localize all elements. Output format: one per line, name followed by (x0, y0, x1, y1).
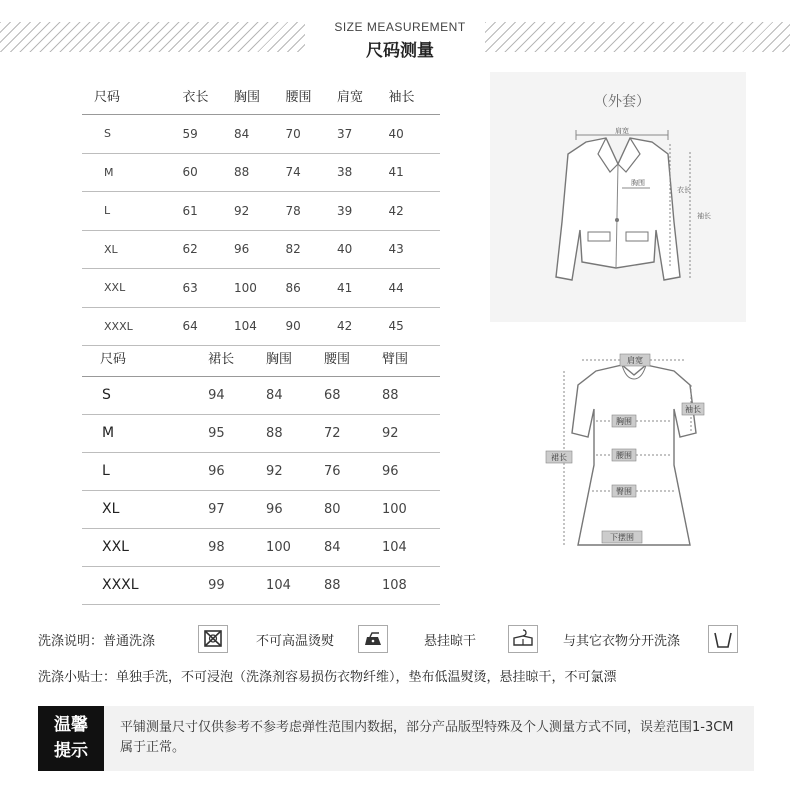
coat-label-shoulder: 肩宽 (615, 127, 629, 135)
coat-header-shoulder: 肩宽 (337, 76, 389, 115)
coat-label-chest: 胸围 (631, 179, 645, 187)
title-english: SIZE MEASUREMENT (334, 20, 466, 34)
table-cell: 92 (234, 192, 286, 231)
table-cell: XXXL (82, 566, 208, 604)
notice-badge (38, 706, 104, 771)
wash-text-no-iron: 不可高温烫熨 (256, 634, 335, 649)
table-cell: 84 (266, 376, 324, 414)
table-cell: 70 (285, 115, 337, 154)
table-cell: 41 (388, 153, 440, 192)
table-row (82, 376, 440, 414)
table-cell: 42 (388, 192, 440, 231)
table-cell: 72 (324, 414, 382, 452)
table-cell: 94 (208, 376, 266, 414)
table-cell: 74 (285, 153, 337, 192)
table-cell: 96 (208, 452, 266, 490)
dress-label-shoulder: 肩宽 (627, 356, 643, 365)
table-cell: 90 (285, 307, 337, 346)
table-cell: 60 (182, 153, 234, 192)
table-cell: 100 (234, 269, 286, 308)
wash-text-hang-dry: 悬挂晾干 (424, 634, 477, 649)
table-row (82, 528, 440, 566)
table-cell: 88 (324, 566, 382, 604)
notice-badge-line1: 温馨 (54, 715, 88, 735)
table-cell: 61 (182, 192, 234, 231)
coat-figure (490, 72, 746, 322)
table-row (82, 230, 440, 269)
dress-header-arm: 臂围 (382, 340, 440, 376)
title-chinese: 尺码测量 (366, 41, 434, 61)
notice-panel (38, 706, 754, 771)
dress-illustration (526, 345, 744, 555)
dress-size-table (82, 340, 440, 605)
table-row (82, 490, 440, 528)
dress-header-size: 尺码 (82, 340, 208, 376)
dress-label-length: 裙长 (551, 453, 567, 462)
notice-badge-line2: 提示 (54, 741, 88, 761)
coat-illustration (490, 72, 746, 322)
table-row (82, 414, 440, 452)
table-cell: 92 (382, 414, 440, 452)
dress-figure (526, 345, 744, 555)
wash-text-normal: 洗涤说明：普通洗涤 (38, 634, 156, 649)
table-cell: M (82, 414, 208, 452)
table-row (82, 115, 440, 154)
header-hatch-left (0, 22, 305, 52)
table-cell: L (82, 452, 208, 490)
table-cell: 80 (324, 490, 382, 528)
table-cell: 82 (285, 230, 337, 269)
coat-header-waist: 腰围 (285, 76, 337, 115)
table-cell: 88 (234, 153, 286, 192)
table-cell: 38 (337, 153, 389, 192)
table-cell: 95 (208, 414, 266, 452)
table-cell: 96 (266, 490, 324, 528)
table-cell: L (82, 192, 182, 231)
coat-size-table (82, 76, 440, 346)
table-cell: 63 (182, 269, 234, 308)
table-cell: 108 (382, 566, 440, 604)
dress-label-sleeve: 袖长 (685, 405, 701, 414)
table-cell: 96 (234, 230, 286, 269)
table-cell: S (82, 115, 182, 154)
table-cell: M (82, 153, 182, 192)
table-row (82, 452, 440, 490)
table-cell: XL (82, 230, 182, 269)
dress-label-chest: 胸围 (616, 417, 632, 426)
coat-table-header-row (82, 76, 440, 115)
washing-tips: 洗涤小贴士：单独手洗，不可浸泡（洗涤剂容易损伤衣物纤维），垫布低温熨烫，悬挂晾干，不可氯漂 (38, 670, 617, 685)
coat-header-chest: 胸围 (234, 76, 286, 115)
dress-table-header-row (82, 340, 440, 376)
header-hatch-right (485, 22, 790, 52)
table-row (82, 269, 440, 308)
table-cell: 62 (182, 230, 234, 269)
table-cell: 59 (182, 115, 234, 154)
table-cell: 97 (208, 490, 266, 528)
table-cell: 100 (266, 528, 324, 566)
washing-instructions (38, 625, 758, 653)
table-cell: 78 (285, 192, 337, 231)
table-cell: XXL (82, 269, 182, 308)
wash-text-separate: 与其它衣物分开洗涤 (563, 634, 681, 649)
table-row (82, 192, 440, 231)
table-row (82, 153, 440, 192)
coat-header-size: 尺码 (82, 76, 182, 115)
dress-header-chest: 胸围 (266, 340, 324, 376)
table-row (82, 566, 440, 604)
coat-header-length: 衣长 (182, 76, 234, 115)
table-cell: 45 (388, 307, 440, 346)
table-cell: 88 (382, 376, 440, 414)
table-cell: 64 (182, 307, 234, 346)
dress-label-hip: 臀围 (616, 487, 632, 496)
table-cell: 104 (382, 528, 440, 566)
table-cell: 99 (208, 566, 266, 604)
table-cell: 39 (337, 192, 389, 231)
table-cell: 44 (388, 269, 440, 308)
notice-text: 平铺测量尺寸仅供参考不参考虑弹性范围内数据，部分产品版型特殊及个人测量方式不同，误差范围1-3CM属于正常。 (120, 720, 734, 755)
table-cell: 68 (324, 376, 382, 414)
table-cell: XXXL (82, 307, 182, 346)
table-cell: 40 (337, 230, 389, 269)
table-cell: 92 (266, 452, 324, 490)
dress-label-waist: 腰围 (616, 451, 632, 460)
coat-caption: （外套） (594, 94, 650, 110)
dress-label-hem: 下摆围 (610, 533, 634, 542)
no-machine-wash-icon (198, 625, 228, 653)
table-cell: 40 (388, 115, 440, 154)
table-cell: 98 (208, 528, 266, 566)
table-cell: 43 (388, 230, 440, 269)
coat-label-length: 衣长 (677, 186, 691, 194)
table-cell: 88 (266, 414, 324, 452)
table-cell: 84 (234, 115, 286, 154)
table-cell: 76 (324, 452, 382, 490)
coat-outline (556, 138, 680, 280)
table-cell: 86 (285, 269, 337, 308)
iron-low-icon (358, 625, 388, 653)
separate-wash-icon (708, 625, 738, 653)
hang-dry-icon (508, 625, 538, 653)
dress-header-waist: 腰围 (324, 340, 382, 376)
table-cell: 104 (266, 566, 324, 604)
table-cell: S (82, 376, 208, 414)
table-cell: XL (82, 490, 208, 528)
dress-header-length: 裙长 (208, 340, 266, 376)
coat-header-sleeve: 袖长 (388, 76, 440, 115)
table-cell: 96 (382, 452, 440, 490)
table-cell: 42 (337, 307, 389, 346)
table-cell: XXL (82, 528, 208, 566)
coat-label-sleeve: 袖长 (697, 212, 711, 220)
table-cell: 37 (337, 115, 389, 154)
table-cell: 104 (234, 307, 286, 346)
table-cell: 84 (324, 528, 382, 566)
table-cell: 41 (337, 269, 389, 308)
table-cell: 100 (382, 490, 440, 528)
